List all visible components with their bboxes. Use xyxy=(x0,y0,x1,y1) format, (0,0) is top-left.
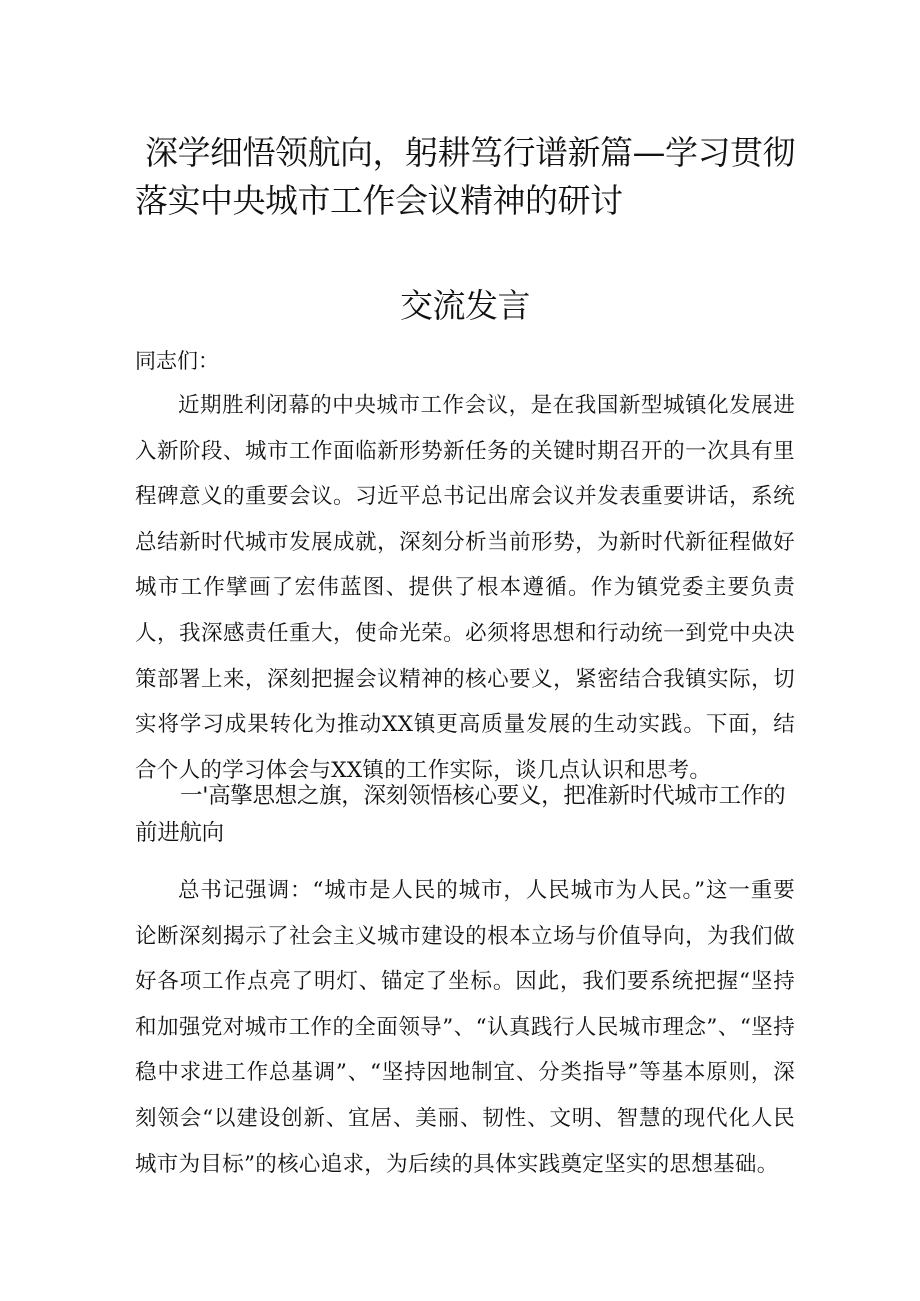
section-heading-1: 一'高擎思想之旗，深刻领悟核心要义，把准新时代城市工作的前进航向 xyxy=(135,783,786,846)
salutation: 同志们： xyxy=(135,349,219,373)
paragraph-intro: 近期胜利闭幕的中央城市工作会议，是在我国新型城镇化发展进入新阶段、城市工作面临新形势新任务的关键时期召开的一次具有里程碑意义的重要会议。习近平总书记出席会议并发表重要讲话，系统总结新时代城市发展成就，深刻分析当前形势，为新时代新征程做好城市工作擘画了宏伟蓝图、提供了根本遵循。作为镇党委主要负责人，我深感责任重大，使命光荣。必须将思想和行动统一到党中央决策部署上来，深刻把握会议精神的核心要义，紧密结合我镇实际，切实将学习成果转化为推动XX镇更高质量发展的生动实践。下面，结合个人的学习体会与XX镇的工作实际，谈几点认识和思考。 xyxy=(135,393,795,783)
document-title-line-3: 交流发言 xyxy=(400,286,530,325)
document-title-line-2: 落实中央城市工作会议精神的研讨 xyxy=(135,181,623,220)
document-title-line-1: 深学细悟领航向，躬耕笃行谱新篇—学习贯彻 xyxy=(145,133,795,172)
paragraph-section-1: 总书记强调：“城市是人民的城市，人民城市为人民。”这一重要论断深刻揭示了社会主义城市建设的根本立场与价值导向，为我们做好各项工作点亮了明灯、锚定了坐标。因此，我们要系统把握“坚持和加强党对城市工作的全面领导”、“认真践行人民城市理念”、“坚持稳中求进工作总基调”、“坚持因地制宜、分类指导”等基本原则，深刻领会“以建设创新、宜居、美丽、韧性、文明、智慧的现代化人民城市为目标”的核心追求，为后续的具体实践奠定坚实的思想基础。 xyxy=(135,878,795,1177)
